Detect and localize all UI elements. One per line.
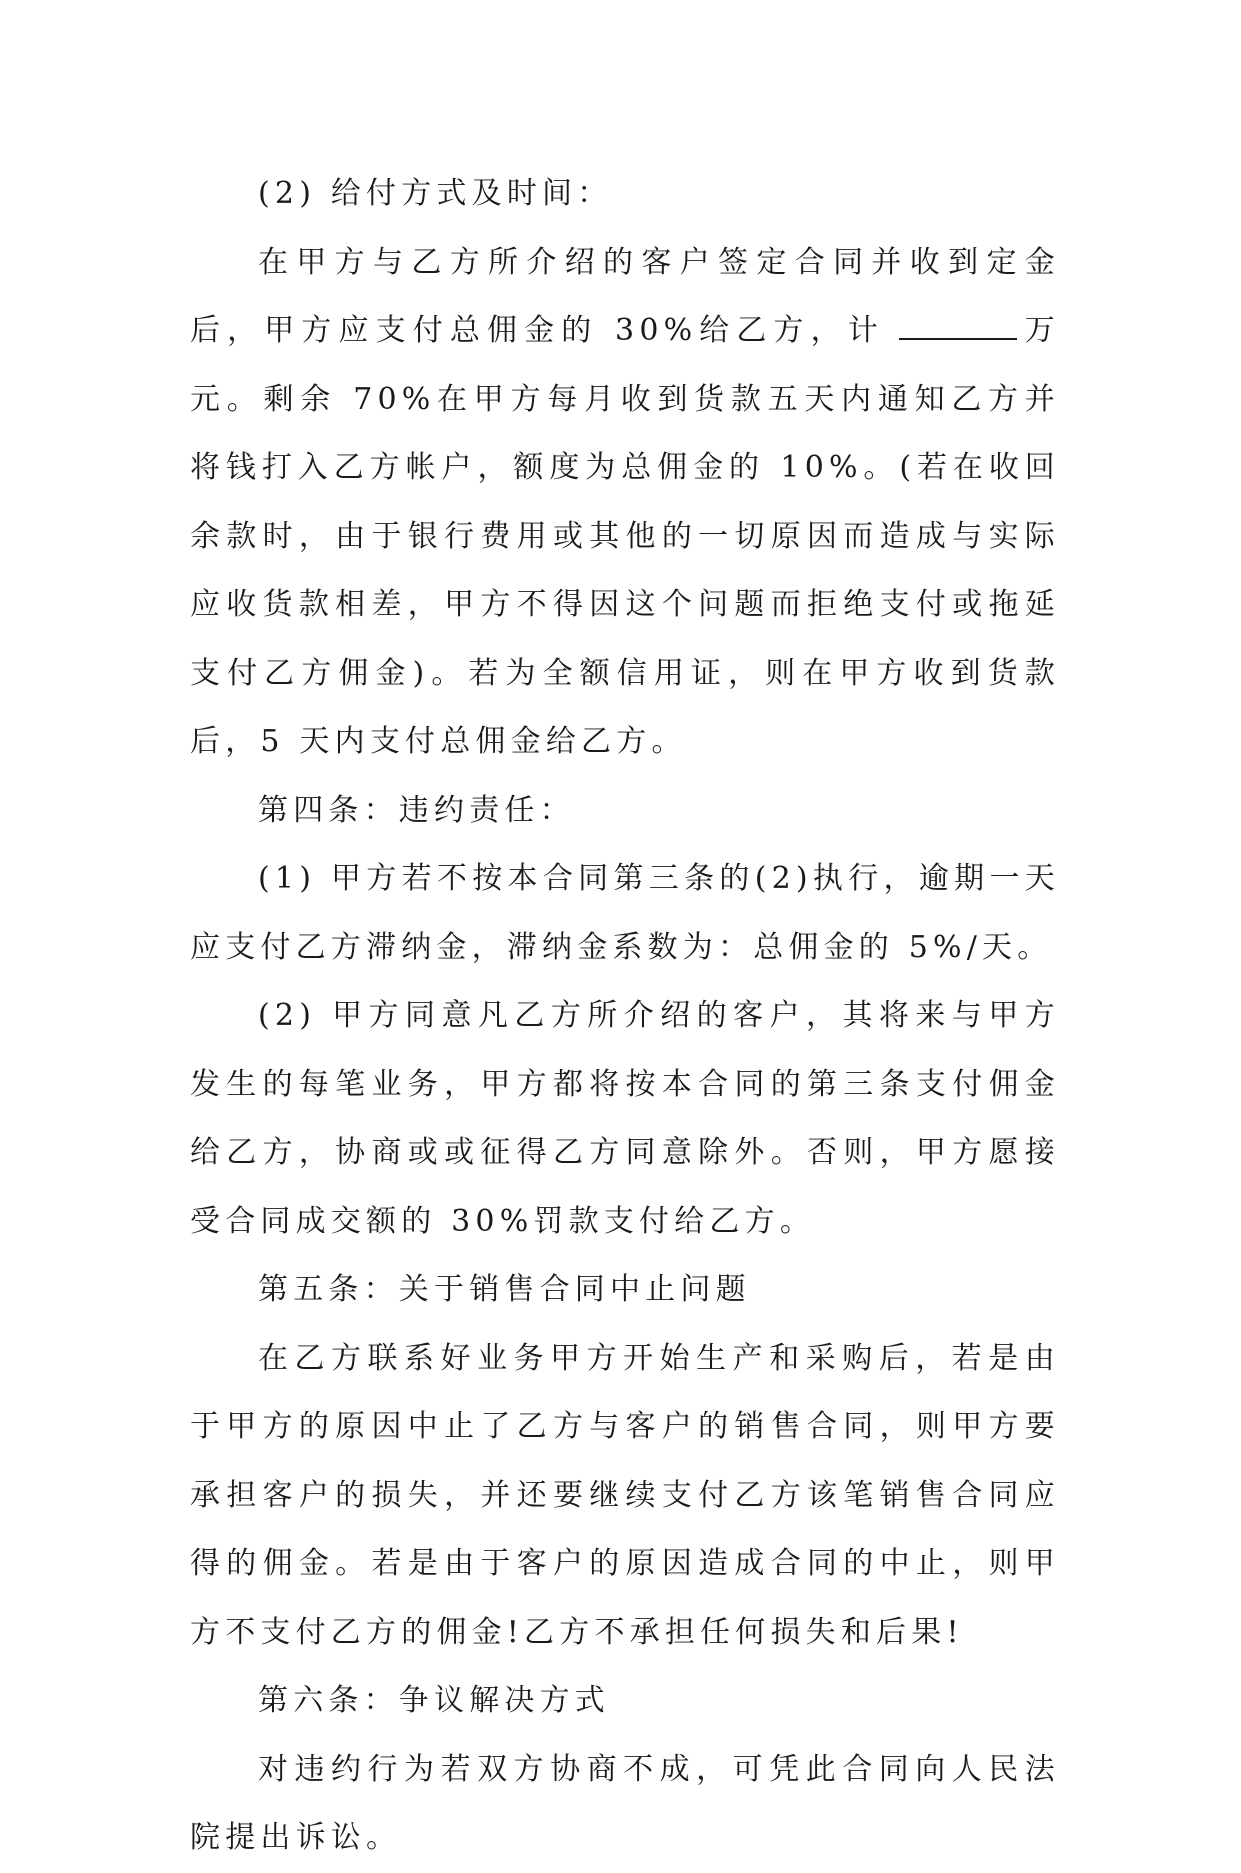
- payment-terms-text-end: 万元。剩余 70%在甲方每月收到货款五天内通知乙方并将钱打入乙方帐户，额度为总佣金的 10%。(若在收回余款时，由于银行费用或其他的一切原因而造成与实际应收货款相差，甲方不得因这个问题而拒绝支付或拖延支付乙方佣金)。若为全额信用证，则在甲方收到货款后，5 天内支付总佣金给乙方。: [190, 313, 1061, 759]
- payment-terms-paragraph: [190, 229, 1060, 777]
- payment-terms-text-start: 在甲方与乙方所介绍的客户签定合同并收到定金后，甲方应支付总佣金的 30%给乙方，计: [190, 244, 1060, 348]
- article-six-heading: 第六条：争议解决方式: [258, 1683, 610, 1718]
- breach-clause-2: (2) 甲方同意凡乙方所介绍的客户，其将来与甲方发生的每笔业务，甲方都将按本合同的第三条支付佣金给乙方，协商或或征得乙方同意除外。否则，甲方愿接受合同成交额的 30%罚款支付给乙方。: [190, 998, 1060, 1239]
- breach-clause-1: (1) 甲方若不按本合同第三条的(2)执行，逾期一天应支付乙方滞纳金，滞纳金系数为：总佣金的 5%/天。: [190, 861, 1060, 965]
- contract-suspension-paragraph: 在乙方联系好业务甲方开始生产和采购后，若是由于甲方的原因中止了乙方与客户的销售合同，则甲方要承担客户的损失，并还要继续支付乙方该笔销售合同应得的佣金。若是由于客户的原因造成合同的中止，则甲方不支付乙方的佣金!乙方不承担任何损失和后果!: [190, 1340, 1060, 1650]
- payment-method-heading: (2) 给付方式及时间：: [258, 176, 613, 211]
- article-five-heading: 第五条：关于销售合同中止问题: [258, 1272, 751, 1307]
- article-four-heading: 第四条：违约责任：: [258, 792, 575, 828]
- amount-blank-field: [899, 314, 1017, 340]
- document-body: [190, 160, 1060, 1873]
- dispute-resolution-paragraph: 对违约行为若双方协商不成，可凭此合同向人民法院提出诉讼。: [190, 1751, 1060, 1855]
